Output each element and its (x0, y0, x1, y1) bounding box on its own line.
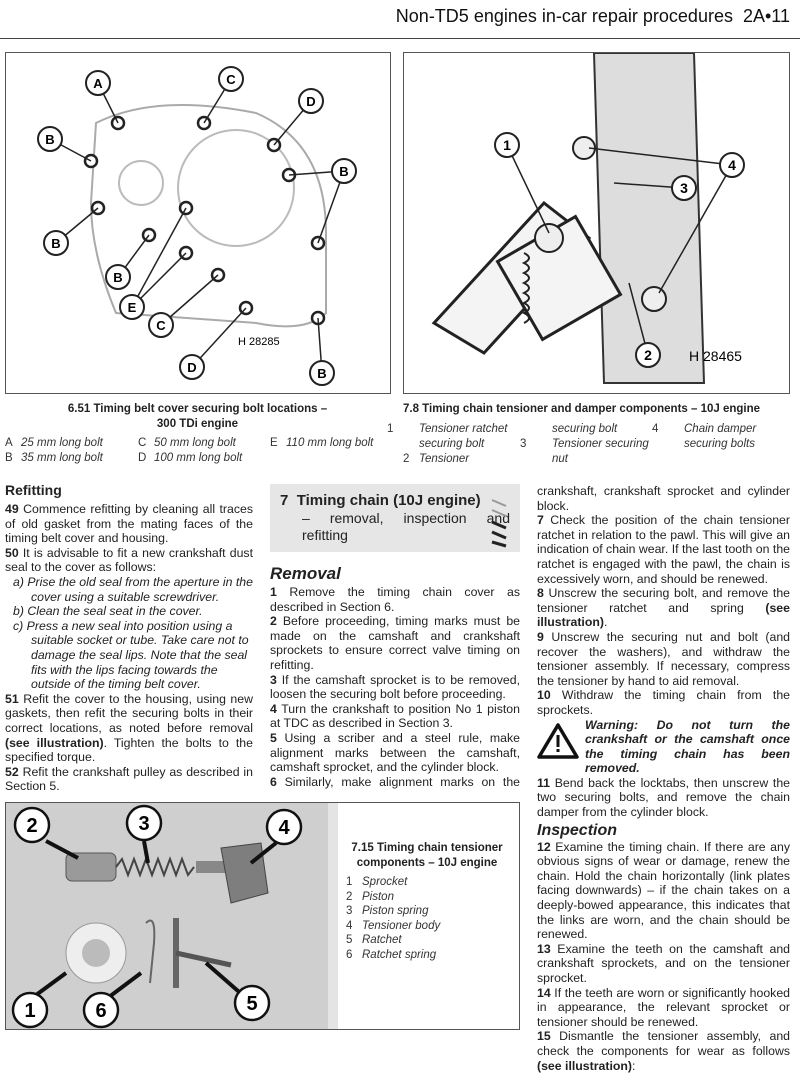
section-7-heading: 7 Timing chain (10J engine) – removal, inspection and refitting (270, 484, 520, 552)
timing-belt-cover-drawing (6, 53, 391, 394)
callout-5 (235, 986, 269, 1020)
figure-6-51 (5, 52, 391, 394)
svg-text:D: D (306, 94, 316, 109)
callout-3 (127, 806, 161, 840)
figure-ref: H 28465 (689, 348, 742, 364)
warning-box: Warning: Do not turn the crankshaft or the camshaft once the timing chain has been removed. (537, 718, 790, 776)
spanner-difficulty-icon (488, 492, 510, 548)
svg-text:A: A (93, 76, 103, 91)
callout-1 (495, 133, 519, 157)
callout-B (106, 265, 130, 289)
warning-triangle-icon (537, 722, 579, 760)
callout-3 (672, 176, 696, 200)
heading-removal: Removal (270, 564, 341, 583)
sub-step-b: b) Clean the seal seat in the cover. (13, 604, 203, 619)
callout-6 (84, 993, 118, 1027)
svg-text:B: B (45, 132, 55, 147)
sub-step-c: c) Press a new seal into position using a suitable socket or tube. Take care not to damage the seal lips. Note that the seal fits with the lips facing towards the outside of the timing belt cover. (13, 618, 249, 692)
svg-text:B: B (51, 236, 61, 251)
paragraph-5: 5 Using a scriber and a steel rule, make alignment marks between the camshaft, camshaft sprocket, and the cylinder block. (270, 730, 520, 775)
callout-D (180, 355, 204, 379)
callout-2 (15, 808, 49, 842)
callout-4 (267, 810, 301, 844)
svg-text:5: 5 (246, 993, 258, 1015)
column-refitting (5, 482, 253, 794)
paragraph-11: 11 Bend back the locktabs, then unscrew the two securing bolts, and remove the chain damper from the cylinder block. (537, 775, 790, 820)
paragraph-50: 50 It is advisable to fit a new crankshaft dust seal to the cover as follows: (5, 545, 253, 575)
tensioner-drawing (404, 53, 790, 394)
callout-D (299, 89, 323, 113)
figure-7-15 (5, 802, 520, 1030)
heading-refitting: Refitting (5, 482, 62, 498)
svg-text:C: C (226, 72, 236, 87)
svg-text:4: 4 (728, 157, 736, 173)
svg-text:1: 1 (24, 1000, 36, 1022)
paragraph-1: 1 Remove the timing chain cover as described in Section 6. (270, 585, 520, 614)
header-rule (0, 38, 800, 39)
svg-text:6: 6 (95, 1000, 107, 1022)
paragraph-3: 3 If the camshaft sprocket is to be removed, loosen the securing bolt before proceeding. (270, 672, 521, 702)
paragraph-6-cont: crankshaft, crankshaft sprocket and cylinder block. (537, 484, 790, 513)
paragraph-4: 4 Turn the crankshaft to position No 1 piston at TDC as described in Section 3. (270, 701, 520, 731)
callout-E (120, 295, 144, 319)
paragraph-51: 51 Refit the cover to the housing, using new gaskets, then refit the securing bolts in their correct locations, as noted before removal (see illustration). Tighten the bolts to the specified torque. (5, 691, 253, 765)
see-illustration-link: (see illustration) (537, 1058, 632, 1073)
svg-text:3: 3 (680, 180, 688, 196)
paragraph-8: 8 Unscrew the securing bolt, and remove the tensioner ratchet and spring (see illustration). (537, 586, 790, 630)
paragraph-13: 13 Examine the teeth on the camshaft and crankshaft sprockets, and on the tensioner sprocket. (537, 941, 791, 985)
svg-text:3: 3 (138, 813, 150, 835)
callout-B (38, 127, 62, 151)
caption-7-8: 7.8 Timing chain tensioner and damper components – 10J engine (403, 403, 761, 415)
svg-text:E: E (127, 300, 137, 315)
see-illustration-link: (see illustration) (537, 600, 790, 630)
paragraph-14: 14 If the teeth are worn or significantly hooked in appearance, the relevant sprocket or tensioner should be renewed. (537, 985, 790, 1029)
paragraph-49: 49 Commence refitting by cleaning all traces of old gasket from the mating faces of the timing belt cover and housing. (5, 502, 253, 546)
paragraph-10: 10 Withdraw the timing chain from the sprockets. (537, 688, 791, 717)
paragraph-15: 15 Dismantle the tensioner assembly, and check the components for wear as follows (see illustration): (537, 1029, 790, 1073)
svg-text:B: B (317, 366, 327, 381)
caption-7-15: 7.15 Timing chain tensioner components – 10J engine (351, 842, 503, 869)
svg-text:2: 2 (644, 347, 652, 363)
see-illustration-link: (see illustration) (5, 735, 104, 750)
svg-text:B: B (113, 270, 123, 285)
sub-step-a: a) Prise the old seal from the aperture in the cover using a suitable screwdriver. (13, 574, 253, 604)
callout-2 (636, 343, 660, 367)
svg-text:D: D (187, 360, 197, 375)
callout-B (310, 361, 334, 385)
callout-4 (720, 153, 744, 177)
callout-B (332, 159, 356, 183)
paragraph-7: 7 Check the position of the chain tensioner ratchet in relation to the pawl. This will give an indication of chain wear. If the last tooth on the ratchet is engaged with the pawl, the chain is excessively worn, and should be renewed. (537, 513, 790, 586)
svg-text:2: 2 (26, 815, 38, 837)
tensioner-components-photo (6, 803, 328, 1030)
page-header: Non-TD5 engines in-car repair procedures 2A•11 (395, 6, 790, 26)
paragraph-2: 2 Before proceeding, timing marks must be made on the camshaft and crankshaft sprockets to ensure correct valve timing on refitting. (270, 614, 520, 672)
callout-C (219, 67, 243, 91)
callout-1 (13, 993, 47, 1027)
paragraph-9: 9 Unscrew the securing nut and bolt (and recover the washers), and withdraw the tensioner assembly. If necessary, compress the tensioner by hand to aid removal. (537, 629, 790, 688)
callout-C (149, 313, 173, 337)
svg-text:1: 1 (503, 137, 511, 153)
callout-B (44, 231, 68, 255)
svg-text:B: B (339, 164, 349, 179)
svg-text:4: 4 (278, 817, 290, 839)
paragraph-52: 52 Refit the crankshaft pulley as described in Section 5. (5, 764, 253, 794)
figure-7-8 (403, 52, 790, 394)
column-inspection (537, 484, 790, 1073)
paragraph-6: 6 Similarly, make alignment marks on the (270, 774, 520, 789)
callout-A (86, 71, 110, 95)
figure-ref: H 28285 (238, 336, 280, 348)
heading-inspection: Inspection (537, 821, 618, 839)
legend-7-15: 1 Sprocket 2 Piston 3 Piston spring 4 Tensioner body 5 Ratchet 6 Ratchet spring (346, 876, 441, 961)
caption-6-51: 6.51 Timing belt cover securing bolt locations – 300 TDi engine (67, 403, 328, 430)
paragraph-12: 12 Examine the timing chain. If there are any obvious signs of wear or damage, renew the chain. Hold the chain horizontally (link plates facing downwards) – if the chain takes on a deeply-bowed appearance, this indicates that the links are worn, and the chain should be renewed. (537, 839, 790, 942)
column-removal (270, 484, 520, 789)
svg-text:C: C (156, 318, 166, 333)
